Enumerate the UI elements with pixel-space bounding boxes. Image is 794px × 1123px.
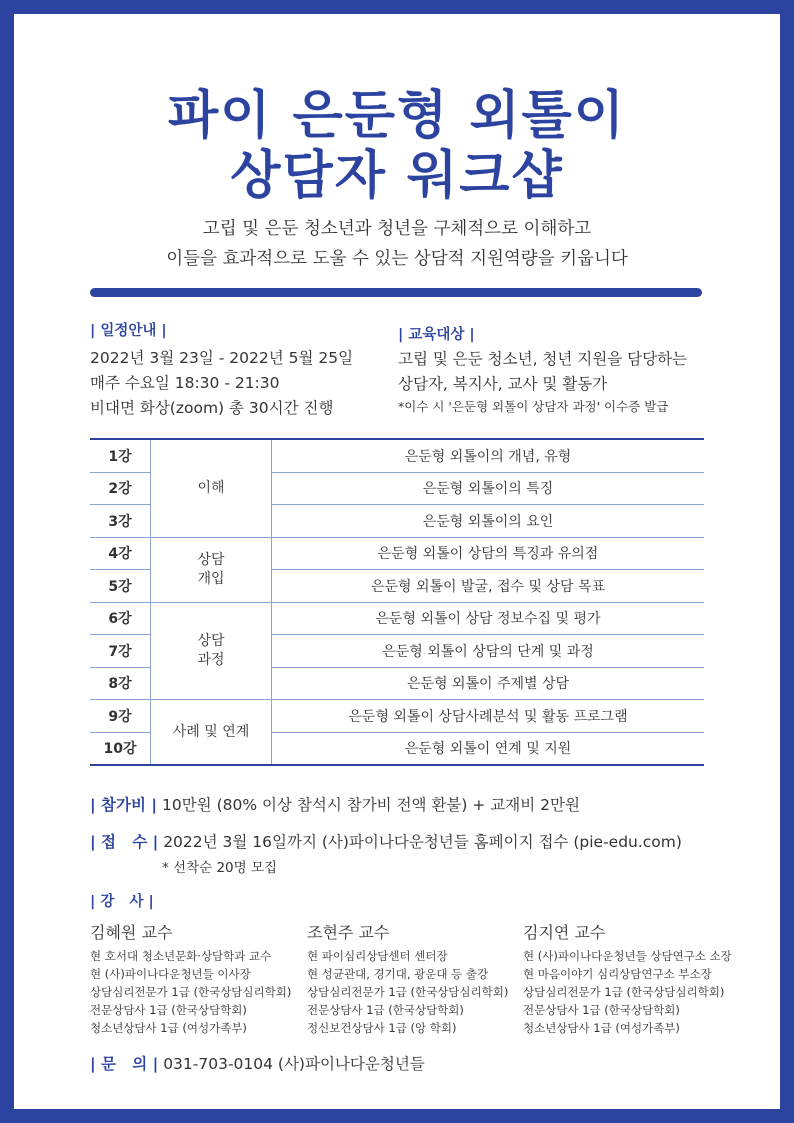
instructor-name: 김혜원 교수 (90, 923, 173, 942)
instructor-credential: 상담심리전문가 1급 (한국상담심리학회) (90, 985, 292, 999)
instructor-credential: 청소년상담사 1급 (여성가족부) (523, 1021, 680, 1035)
instructor-credential: 정신보건상담사 1급 (앙 학회) (307, 1021, 457, 1035)
fee-label: | 참가비 | (90, 796, 158, 814)
subtitle-line2: 이들을 효과적으로 도울 수 있는 상담적 지원역량을 키웁니다 (166, 249, 628, 269)
poster-title-line1: 파이 은둔형 외톨이 (167, 86, 627, 146)
table-row (90, 439, 704, 472)
topic-cell: 은둔형 외톨이 주제별 상담 (272, 667, 705, 700)
instructor-credential: 전문상담사 1급 (한국상담학회) (523, 1003, 680, 1017)
category-cell: 상담 과정 (151, 602, 272, 700)
session-number: 1강 (90, 439, 151, 472)
instructor-credential: 전문상담사 1급 (한국상담학회) (90, 1003, 247, 1017)
instructor-credential: 전문상담사 1급 (한국상담학회) (307, 1003, 464, 1017)
topic-cell: 은둔형 외톨이 상담의 단계 및 과정 (272, 635, 705, 668)
topic-cell: 은둔형 외톨이 상담사례분석 및 활동 프로그램 (272, 700, 705, 733)
session-number: 10강 (90, 732, 151, 765)
registration-label: | 접 수 | (90, 833, 159, 851)
target-heading: | 교육대상 | (398, 327, 475, 343)
session-number: 3강 (90, 505, 151, 538)
session-number: 9강 (90, 700, 151, 733)
session-number: 8강 (90, 667, 151, 700)
session-number: 7강 (90, 635, 151, 668)
category-cell: 사례 및 연계 (151, 700, 272, 766)
subtitle-line1: 고립 및 은둔 청소년과 청년을 구체적으로 이해하고 (202, 219, 592, 239)
category-cell: 상담 개입 (151, 537, 272, 602)
instructor-name: 김지연 교수 (523, 923, 606, 942)
fee-text: 10만원 (80% 이상 참석시 참가비 전액 환불) + 교재비 2만원 (161, 796, 580, 814)
table-row (90, 700, 704, 733)
poster-title-line2: 상담자 워크샵 (230, 146, 564, 206)
target-note: *이수 시 '은둔형 외톨이 상담자 과정' 이수증 발급 (398, 399, 669, 414)
instructor-name: 조현주 교수 (307, 923, 390, 942)
schedule-line: 2022년 3월 23일 - 2022년 5월 25일 (90, 349, 354, 367)
instructor-credential: 청소년상담사 1급 (여성가족부) (90, 1021, 247, 1035)
instructor-credential: 현 (사)파이나다운청년들 이사장 (90, 967, 251, 981)
contact-row (90, 1052, 425, 1074)
session-number: 6강 (90, 602, 151, 635)
topic-cell: 은둔형 외톨이의 특징 (272, 472, 705, 505)
instructor-credential: 현 호서대 청소년문화·상담학과 교수 (90, 949, 272, 963)
instructor-credential: 현 (사)파이나다운청년들 상담연구소 소장 (523, 949, 732, 963)
instructor-credential: 상담심리전문가 1급 (한국상담심리학회) (523, 985, 725, 999)
schedule-heading: | 일정안내 | (90, 323, 167, 339)
schedule-line: 비대면 화상(zoom) 총 30시간 진행 (90, 399, 334, 417)
topic-cell: 은둔형 외톨이 상담 정보수집 및 평가 (272, 602, 705, 635)
target-line: 상담자, 복지사, 교사 및 활동가 (398, 375, 608, 393)
table-row (90, 537, 704, 570)
instructors-heading: | 강 사 | (90, 894, 154, 910)
topic-cell: 은둔형 외톨이의 개념, 유형 (272, 439, 705, 472)
session-number: 2강 (90, 472, 151, 505)
instructor-credential: 현 성균관대, 경기대, 광운대 등 출강 (307, 967, 489, 981)
curriculum-table (90, 438, 704, 766)
fee-row (90, 793, 580, 815)
contact-label: | 문 의 | (90, 1055, 159, 1073)
registration-row (90, 830, 682, 852)
topic-cell: 은둔형 외톨이 발굴, 접수 및 상담 목표 (272, 570, 705, 603)
schedule-line: 매주 수요일 18:30 - 21:30 (90, 374, 280, 392)
category-cell: 이해 (151, 439, 272, 537)
session-number: 4강 (90, 537, 151, 570)
contact-text: 031-703-0104 (사)파이나다운청년들 (163, 1055, 425, 1073)
section-divider (90, 288, 702, 297)
instructor-credential: 상담심리전문가 1급 (한국상담심리학회) (307, 985, 509, 999)
topic-cell: 은둔형 외톨이의 요인 (272, 505, 705, 538)
table-row (90, 602, 704, 635)
topic-cell: 은둔형 외톨이 상담의 특징과 유의점 (272, 537, 705, 570)
instructor-credential: 현 파이심리상담센터 센터장 (307, 949, 448, 963)
session-number: 5강 (90, 570, 151, 603)
instructor-credential: 현 마음이야기 심리상담연구소 부소장 (523, 967, 712, 981)
registration-text: 2022년 3월 16일까지 (사)파이나다운청년들 홈페이지 접수 (pie-edu.com) (163, 833, 682, 851)
target-line: 고립 및 은둔 청소년, 청년 지원을 담당하는 (398, 350, 688, 368)
topic-cell: 은둔형 외톨이 연계 및 지원 (272, 732, 705, 765)
registration-note: * 선착순 20명 모집 (162, 860, 278, 876)
poster (14, 14, 780, 1109)
